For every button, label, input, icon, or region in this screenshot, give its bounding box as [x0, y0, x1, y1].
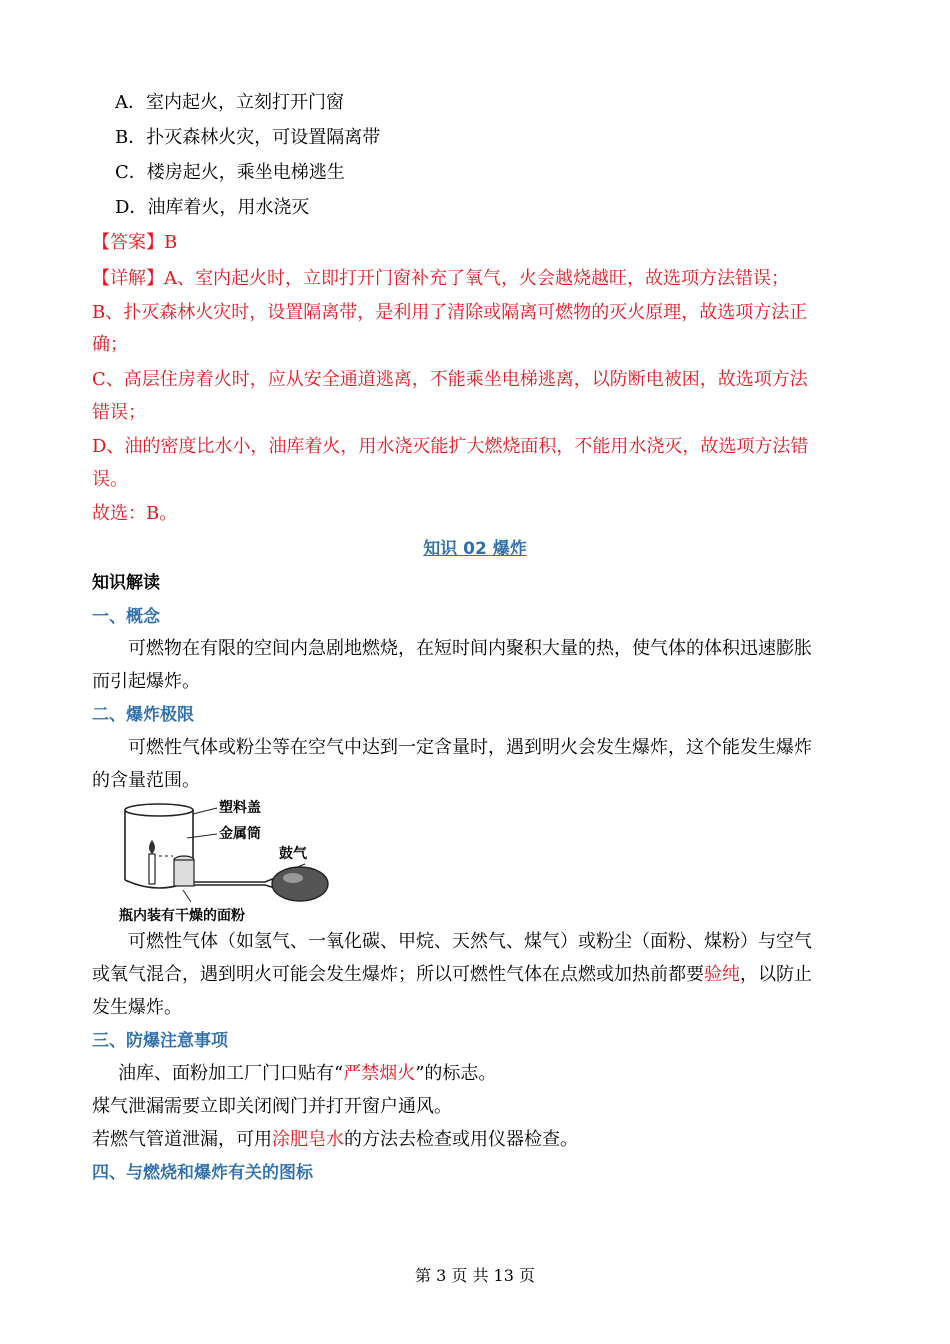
section-title: 知识 02 爆炸 [423, 539, 527, 559]
explanation-final: 故选：B。 [92, 503, 178, 524]
keyword-purity-test: 验纯 [704, 964, 740, 985]
explanation-a: 【详解】A、室内起火时，立即打开门窗补充了氧气，火会越烧越旺，故选项方法错误； [92, 268, 789, 289]
para3-line2-end: ，以防止 [740, 964, 812, 985]
para3-line2 [92, 958, 862, 992]
explanation-b-line1: B、扑灭森林火灾时，设置隔离带，是利用了清除或隔离可燃物的灭火原理，故选项方法正 [92, 302, 808, 323]
page-footer: 第 3 页 共 13 页 [415, 1266, 535, 1285]
label-blow-air: 鼓气 [279, 846, 307, 862]
option-c: C．楼房起火，乘坐电梯逃生 [115, 162, 345, 183]
para3-line1: 可燃性气体（如氢气、一氧化碳、甲烷、天然气、煤气）或粉尘（面粉、煤粉）与空气 [128, 931, 812, 952]
option-a: A．室内起火，立刻打开门窗 [115, 92, 344, 113]
limit-line2: 的含量范围。 [92, 770, 200, 791]
explanation-c-line2: 错误； [92, 402, 146, 423]
figure-caption: 瓶内装有干燥的面粉 [119, 908, 245, 924]
explanation-c-line1: C、高层住房着火时，应从安全通道逃离，不能乘坐电梯逃离，以防断电被困，故选项方法 [92, 369, 808, 390]
precaution-line1-text: 油库、面粉加工厂门口贴有“ [118, 1063, 344, 1084]
label-metal-can: 金属筒 [219, 826, 261, 842]
explanation-b-line2: 确； [92, 334, 128, 355]
keyword-soap-water: 涂肥皂水 [272, 1129, 344, 1150]
concept-line1: 可燃物在有限的空间内急剧地燃烧，在短时间内聚积大量的热，使气体的体积迅速膨胀 [128, 638, 812, 659]
precaution-line3-text: 若燃气管道泄漏，可用 [92, 1129, 272, 1150]
icons-heading: 四、与燃烧和爆炸有关的图标 [92, 1163, 313, 1183]
concept-line2: 而引起爆炸。 [92, 671, 200, 692]
precaution-line3-end: 的方法去检查或用仪器检查。 [344, 1129, 578, 1150]
explanation-d-line2: 误。 [92, 469, 128, 490]
precaution-line3 [92, 1123, 862, 1157]
precaution-line1-end: ”的标志。 [415, 1063, 497, 1084]
para3-line3: 发生爆炸。 [92, 997, 182, 1018]
precaution-heading: 三、防爆注意事项 [92, 1031, 228, 1051]
flour-explosion-apparatus-figure [115, 796, 355, 928]
option-d: D．油库着火，用水浇灭 [115, 197, 310, 218]
keyword-no-smoking: 严禁烟火 [343, 1063, 416, 1084]
para3-line2-text: 或氧气混合，遇到明火可能会发生爆炸；所以可燃性气体在点燃或加热前都要 [92, 964, 704, 985]
option-b: B．扑灭森林火灾，可设置隔离带 [115, 127, 381, 148]
explanation-d-line1: D、油的密度比水小，油库着火，用水浇灭能扩大燃烧面积，不能用水浇灭，故选项方法错 [92, 436, 809, 457]
concept-heading: 一、概念 [92, 607, 160, 627]
precaution-line2: 煤气泄漏需要立即关闭阀门并打开窗户通风。 [92, 1096, 452, 1117]
subtitle: 知识解读 [92, 573, 160, 593]
section-title-link[interactable] [0, 534, 950, 564]
limit-line1: 可燃性气体或粉尘等在空气中达到一定含量时，遇到明火会发生爆炸，这个能发生爆炸 [128, 737, 812, 758]
answer: 【答案】B [92, 232, 178, 253]
limit-heading: 二、爆炸极限 [92, 705, 194, 725]
precaution-line1 [118, 1057, 888, 1091]
label-plastic-lid: 塑料盖 [219, 800, 261, 816]
